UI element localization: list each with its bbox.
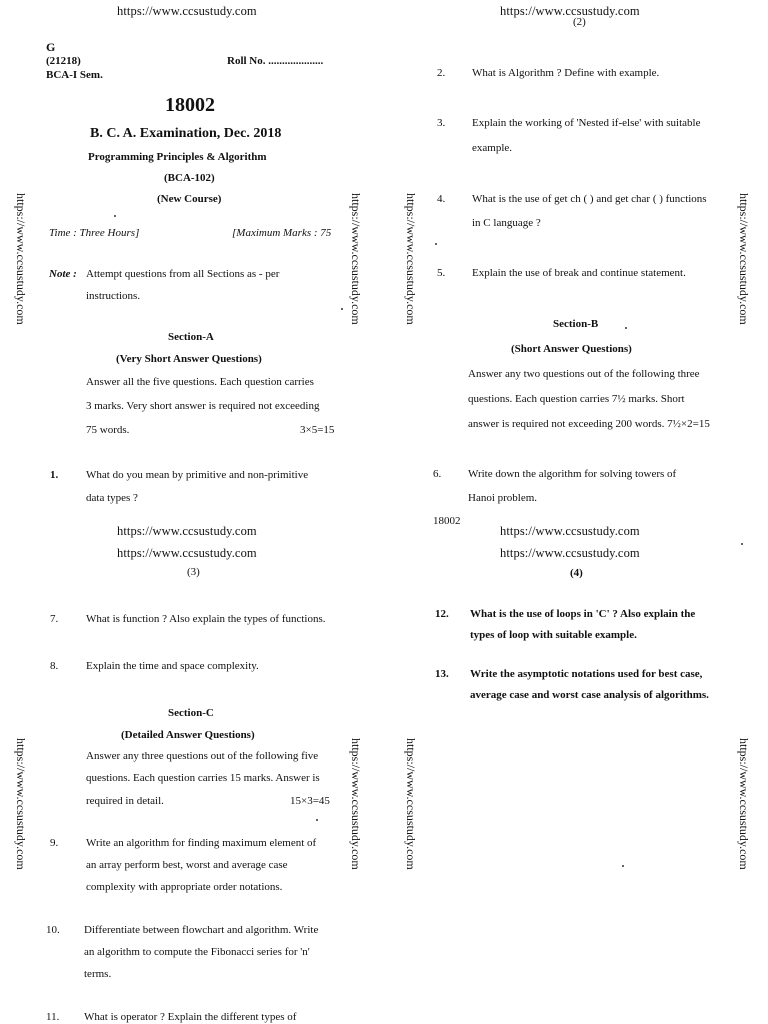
question-text: complexity with appropriate order notations. xyxy=(86,881,283,893)
course-code: (BCA-102) xyxy=(164,172,215,184)
question-text: Explain the working of 'Nested if-else' with suitable xyxy=(472,117,701,129)
scan-speck xyxy=(435,243,437,245)
semester: BCA-I Sem. xyxy=(46,69,103,81)
section-c-title: Section-C xyxy=(168,707,214,719)
question-text: average case and worst case analysis of algorithms. xyxy=(470,689,709,701)
section-b-instructions: Answer any two questions out of the following three xyxy=(468,368,700,380)
section-a-instructions: 3 marks. Very short answer is required not exceeding xyxy=(86,400,320,412)
question-text: What is the use of loops in 'C' ? Also explain the xyxy=(470,608,696,620)
question-text: Differentiate between flowchart and algorithm. Write xyxy=(84,924,319,936)
watermark-url-top-right: https://www.ccsustudy.com xyxy=(500,4,640,18)
watermark-vertical: https://www.ccsustudy.com xyxy=(737,738,751,870)
watermark-url: https://www.ccsustudy.com xyxy=(500,546,640,560)
scan-speck xyxy=(341,308,343,310)
question-number: 7. xyxy=(50,613,59,625)
section-c-subtitle: (Detailed Answer Questions) xyxy=(121,729,255,741)
question-text: Write down the algorithm for solving towers of xyxy=(468,468,677,480)
max-marks: [Maximum Marks : 75 xyxy=(232,227,332,239)
watermark-vertical: https://www.ccsustudy.com xyxy=(404,738,418,870)
question-text: Write the asymptotic notations used for best case, xyxy=(470,668,703,680)
section-a-instructions: Answer all the five questions. Each question carries xyxy=(86,376,314,388)
time-duration: Time : Three Hours] xyxy=(49,227,140,239)
question-number: 2. xyxy=(437,67,446,79)
section-a-marks: 3×5=15 xyxy=(300,424,335,436)
question-text: example. xyxy=(472,142,513,154)
question-text: What is operator ? Explain the different types of xyxy=(84,1011,297,1023)
question-text: Hanoi problem. xyxy=(468,492,538,504)
section-a-title: Section-A xyxy=(168,331,214,343)
question-number: 3. xyxy=(437,117,446,129)
question-text: What is the use of get ch ( ) and get char ( ) functions xyxy=(472,193,707,205)
paper-code-letter: G xyxy=(46,40,56,54)
subject: Programming Principles & Algorithm xyxy=(88,151,267,163)
exam-code: 18002 xyxy=(165,94,215,116)
question-number: 11. xyxy=(46,1011,60,1023)
question-text: What is function ? Also explain the types of functions. xyxy=(86,613,326,625)
question-number: 8. xyxy=(50,660,59,672)
watermark-vertical: https://www.ccsustudy.com xyxy=(349,738,363,870)
section-b-instructions: answer is required not exceeding 200 words. 7½×2=15 xyxy=(468,418,710,430)
scan-speck xyxy=(114,215,116,217)
page-number-2: (2) xyxy=(573,16,586,28)
exam-title: B. C. A. Examination, Dec. 2018 xyxy=(90,126,282,141)
question-number: 13. xyxy=(435,668,449,680)
section-b-title: Section-B xyxy=(553,318,599,330)
question-text: types of loop with suitable example. xyxy=(470,629,637,641)
scan-speck xyxy=(622,865,624,867)
question-text: in C language ? xyxy=(472,217,541,229)
section-a-instructions: 75 words. xyxy=(86,424,130,436)
question-text: Explain the time and space complexity. xyxy=(86,660,259,672)
section-b-subtitle: (Short Answer Questions) xyxy=(511,343,632,355)
question-number: 6. xyxy=(433,468,442,480)
section-b-instructions: questions. Each question carries 7½ marks. Short xyxy=(468,393,685,405)
question-number: 12. xyxy=(435,608,449,620)
question-number: 5. xyxy=(437,267,446,279)
section-c-marks: 15×3=45 xyxy=(290,795,330,807)
question-number: 9. xyxy=(50,837,59,849)
watermark-vertical: https://www.ccsustudy.com xyxy=(349,193,363,325)
question-text: an array perform best, worst and average case xyxy=(86,859,288,871)
section-c-instructions: required in detail. xyxy=(86,795,164,807)
question-text: terms. xyxy=(84,968,112,980)
watermark-url: https://www.ccsustudy.com xyxy=(117,546,257,560)
question-text: data types ? xyxy=(86,492,138,504)
page-number-3: (3) xyxy=(187,566,200,578)
watermark-vertical: https://www.ccsustudy.com xyxy=(404,193,418,325)
paper-id: (21218) xyxy=(46,55,81,67)
question-text: What do you mean by primitive and non-primitive xyxy=(86,469,309,481)
section-c-instructions: Answer any three questions out of the following five xyxy=(86,750,319,762)
exam-code-footer: 18002 xyxy=(433,515,461,527)
watermark-url: https://www.ccsustudy.com xyxy=(500,524,640,538)
question-text: an algorithm to compute the Fibonacci series for 'n' xyxy=(84,946,310,958)
watermark-vertical: https://www.ccsustudy.com xyxy=(14,193,28,325)
course-type: (New Course) xyxy=(157,193,222,205)
section-c-instructions: questions. Each question carries 15 marks. Answer is xyxy=(86,772,320,784)
watermark-url-top-left: https://www.ccsustudy.com xyxy=(117,4,257,18)
note-text: Attempt questions from all Sections as - per xyxy=(86,268,280,280)
roll-no: Roll No. .................... xyxy=(227,55,324,67)
watermark-url: https://www.ccsustudy.com xyxy=(117,524,257,538)
question-text: Explain the use of break and continue statement. xyxy=(472,267,686,279)
watermark-vertical: https://www.ccsustudy.com xyxy=(737,193,751,325)
page-number-4: (4) xyxy=(570,567,583,579)
question-number: 4. xyxy=(437,193,446,205)
section-a-subtitle: (Very Short Answer Questions) xyxy=(116,353,262,365)
scan-speck xyxy=(741,543,743,545)
question-text: Write an algorithm for finding maximum element of xyxy=(86,837,317,849)
question-number: 10. xyxy=(46,924,60,936)
scan-speck xyxy=(316,819,318,821)
question-text: What is Algorithm ? Define with example. xyxy=(472,67,660,79)
scan-speck xyxy=(625,327,627,329)
note-label: Note : xyxy=(49,268,77,280)
watermark-vertical: https://www.ccsustudy.com xyxy=(14,738,28,870)
note-text: instructions. xyxy=(86,290,141,302)
question-number: 1. xyxy=(50,469,59,481)
